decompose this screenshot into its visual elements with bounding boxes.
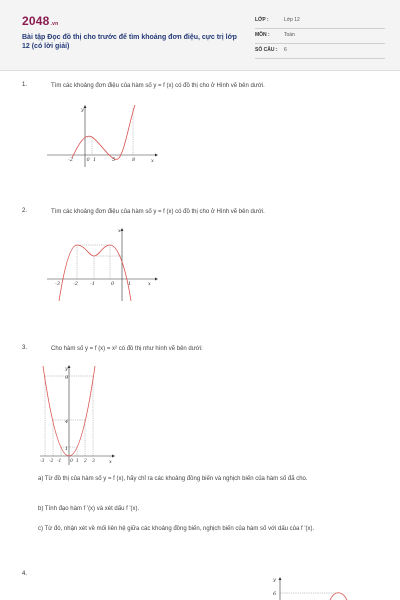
worksheet-title: Bài tập Đọc đồ thị cho trước để tìm khoảng đơn điệu, cực trị lớp 12 (có lời giải) [22,34,237,50]
g2-tick-neg2: -2 [73,281,78,287]
question-4-number: 4. [22,571,28,577]
g3-xtick-neg1: -1 [57,459,62,464]
g3-xtick-neg2: -2 [49,459,54,464]
question-1-text: Tìm các khoảng đơn điệu của hàm số y = f (x) có đồ thị cho ở Hình vẽ bên dưới. [51,83,265,89]
g2-axis-y: x [118,228,121,234]
g1-tick-neg2: -2 [68,157,73,163]
question-4-graph [266,572,356,600]
worksheet-header [0,0,400,71]
g3-axis-x: x [109,459,112,465]
question-1-number: 1. [22,82,28,88]
g2-tick-neg3: -3 [55,281,60,287]
g3-xtick-neg3: -3 [40,459,45,464]
g3-xtick-2: 2 [84,459,87,464]
meta-grade: LỚP : Lớp 12 [255,14,385,29]
g2-axis-x: x [148,281,151,287]
g3-xtick-1: 1 [76,459,79,464]
g2-tick-neg1: -1 [90,281,95,287]
g3-ytick-1: 1 [65,446,69,452]
g1-axis-x: x [151,158,154,164]
g3-ytick-4: 4 [65,419,69,425]
question-3-part-c: c) Từ đó, nhận xét về mối liên hệ giữa các khoảng đồng biến, nghịch biến của hàm số với dấu của f '(x). [38,526,315,532]
site-logo[interactable]: 2048.vn [22,14,59,28]
g3-axis-y: y [65,366,68,372]
g3-ytick-9: 9 [65,375,69,381]
question-2-graph [45,223,160,303]
g2-tick-0: 0 [111,281,115,287]
g1-tick-1: 1 [93,157,97,163]
g1-tick-8: 8 [132,157,136,163]
g1-tick-5: 5 [112,157,116,163]
g1-axis-y: y [81,107,84,113]
question-3-text: Cho hàm số y = f (x) = x² có đồ thị như hình vẽ bên dưới: [51,346,203,352]
question-2-text: Tìm các khoảng đơn điệu của hàm số y = f (x) có đồ thị cho ở Hình vẽ bên dưới. [51,209,265,215]
g4-axis-y: y [273,577,276,583]
meta-subject: MÔN : Toán [255,29,385,44]
g2-tick-1: 1 [128,281,132,287]
question-1-graph [45,103,160,168]
question-3-part-a: a) Từ đồ thị của hàm số y = f (x), hãy chỉ ra các khoảng đồng biến và nghịch biến của hàm số đã cho. [38,476,308,482]
g3-xtick-0: 0 [70,459,73,464]
question-3-graph [38,362,118,467]
g1-tick-0: 0 [86,157,90,163]
g4-ytick-6: 6 [273,591,277,597]
question-2-number: 2. [22,208,28,214]
g3-xtick-3: 3 [92,459,95,464]
meta-question-count: SỐ CÂU : 6 [255,44,385,59]
question-3-part-b: b) Tính đạo hàm f '(x) và xét dấu f '(x). [38,506,140,512]
question-3-number: 3. [22,345,28,351]
